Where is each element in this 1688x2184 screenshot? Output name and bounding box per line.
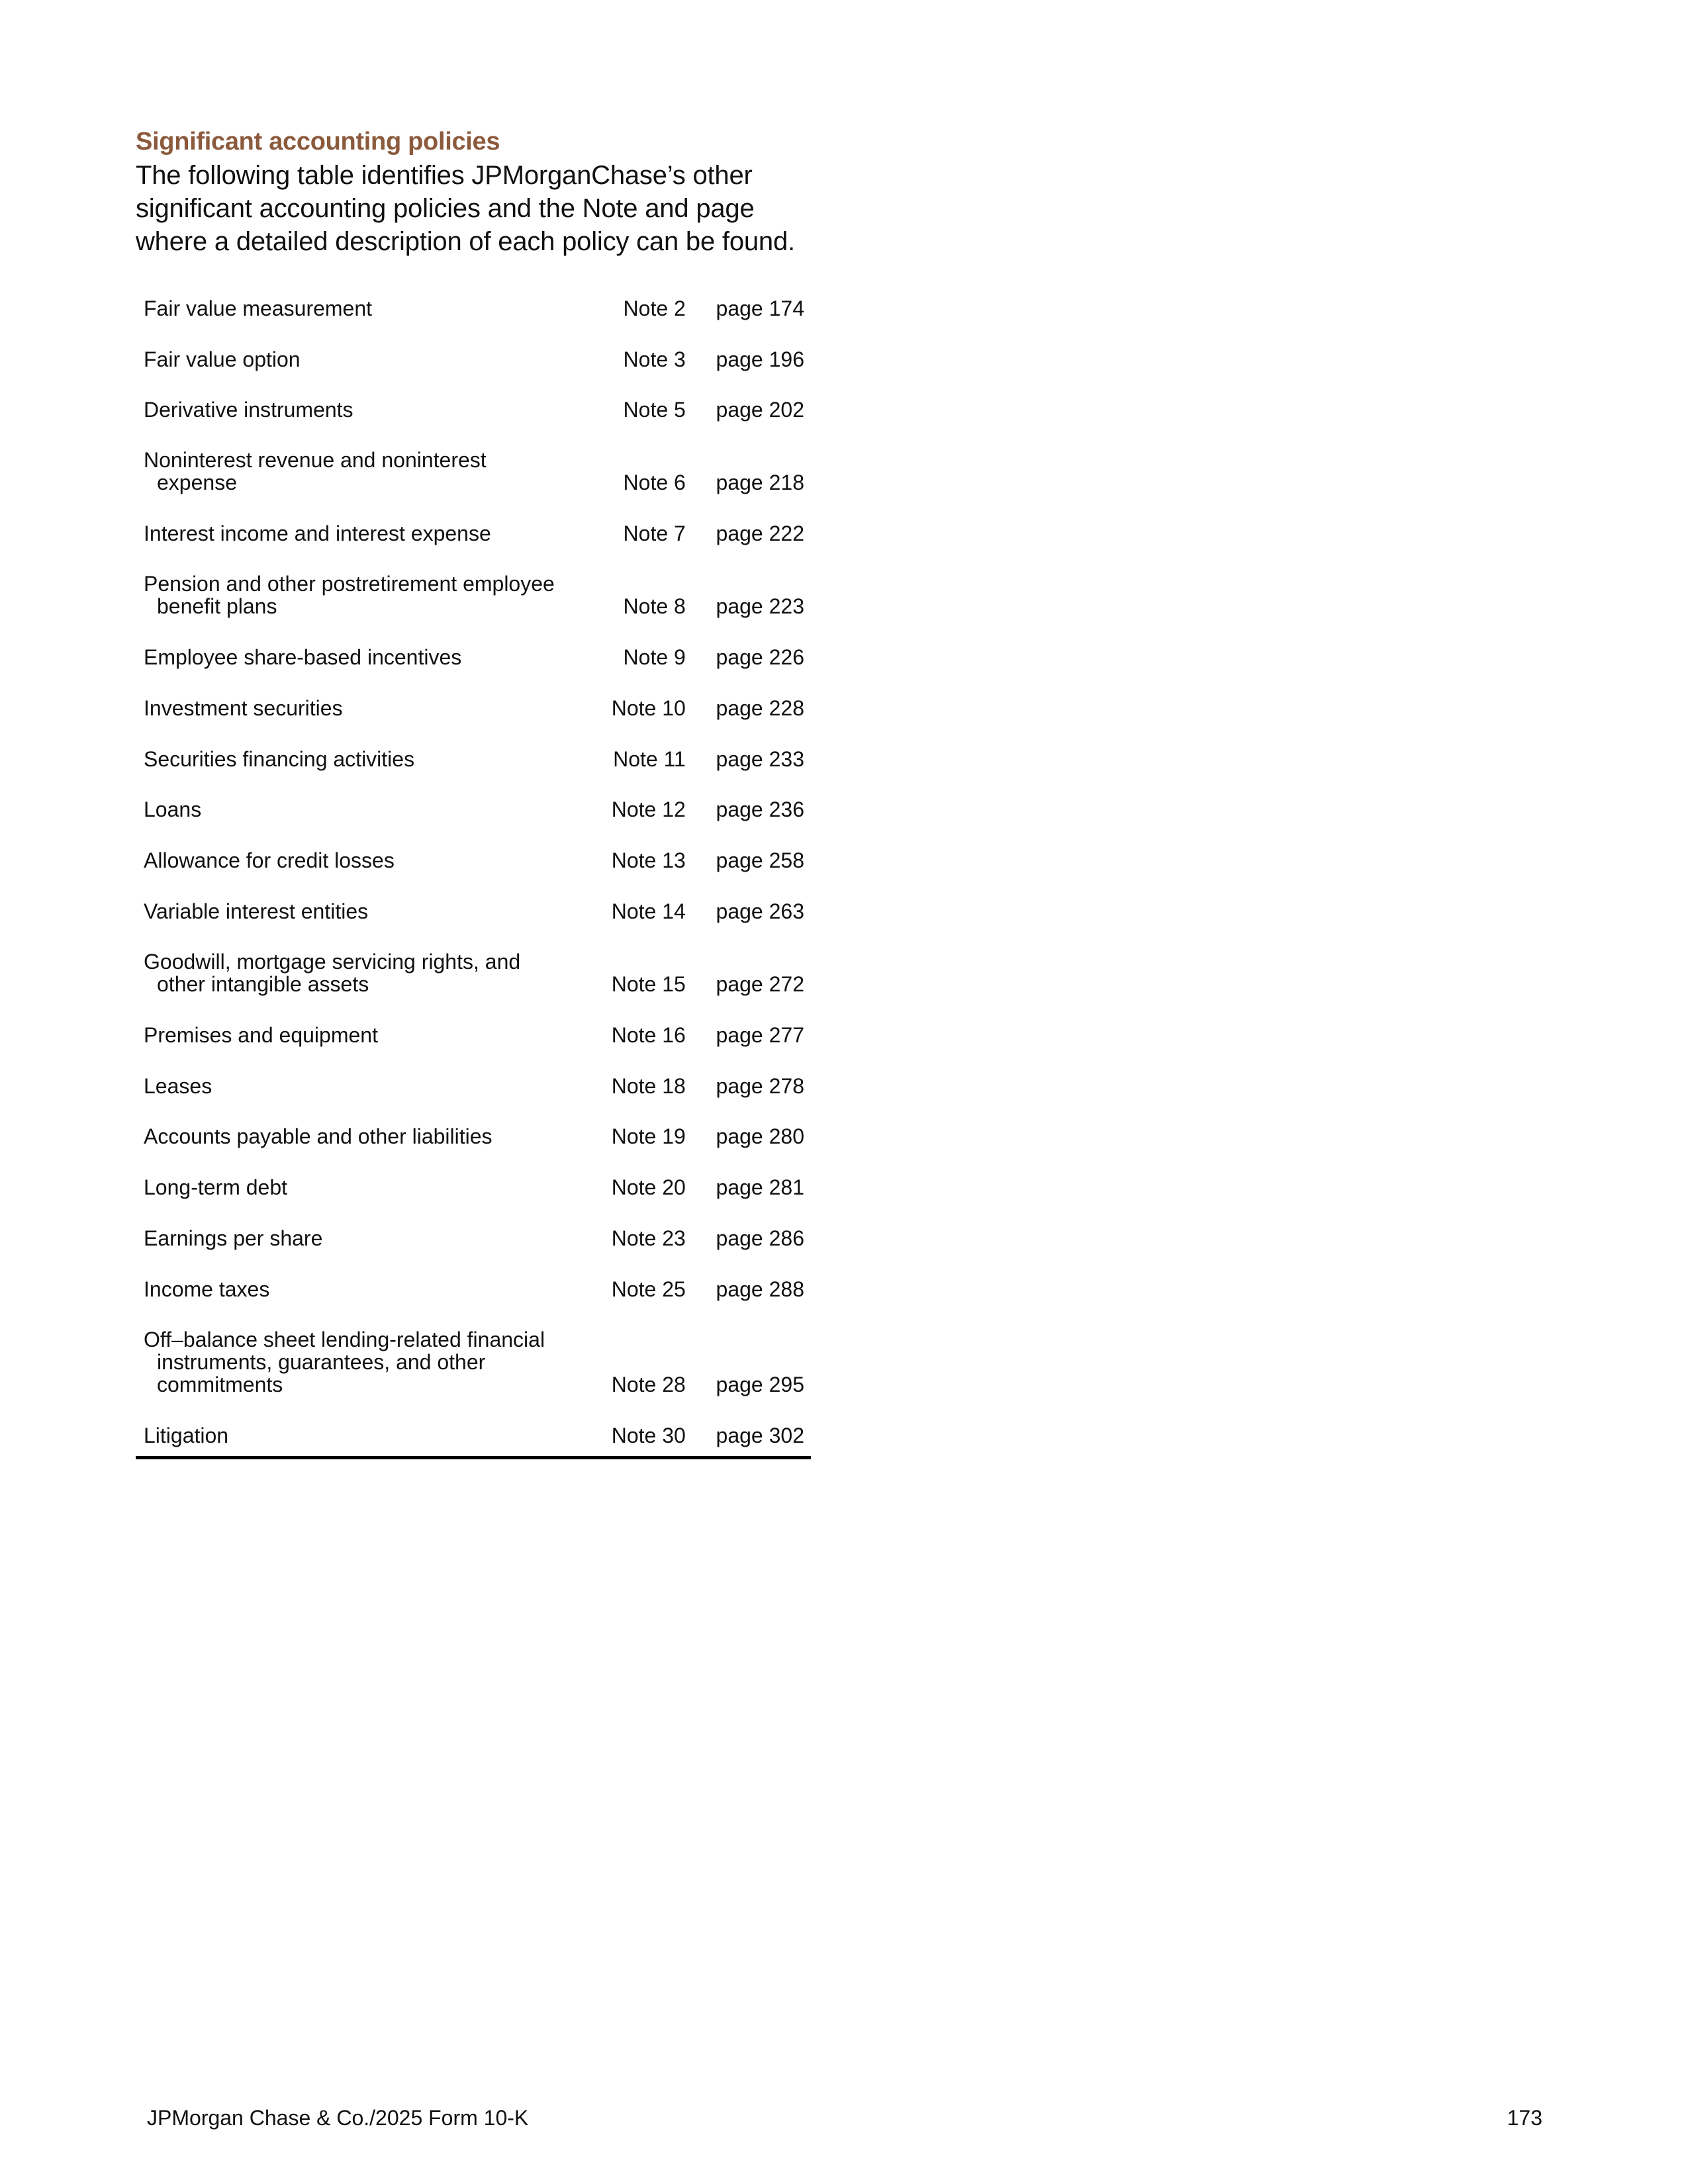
table-row bbox=[136, 1310, 811, 1405]
policy-note: Note 2 bbox=[623, 296, 686, 320]
policy-note: Note 14 bbox=[611, 899, 686, 923]
policy-note: Note 11 bbox=[613, 747, 686, 771]
policy-page: page 295 bbox=[716, 1372, 804, 1396]
footer-document-title: JPMorgan Chase & Co./2025 Form 10-K bbox=[147, 2106, 529, 2130]
section-title: Significant accounting policies bbox=[136, 128, 500, 156]
policy-page: page 202 bbox=[716, 398, 804, 422]
policy-name: Leases bbox=[144, 1073, 212, 1098]
table-row bbox=[136, 780, 811, 831]
footer-page-number: 173 bbox=[1507, 2106, 1542, 2130]
policy-name: Fair value option bbox=[144, 347, 301, 371]
table-row bbox=[136, 430, 811, 503]
policy-note: Note 3 bbox=[623, 347, 686, 371]
policies-table bbox=[136, 278, 811, 1459]
policy-note: Note 12 bbox=[611, 797, 686, 822]
policy-name: Interest income and interest expense bbox=[144, 522, 491, 546]
table-row bbox=[136, 1405, 811, 1457]
policy-page: page 258 bbox=[716, 848, 804, 873]
table-row bbox=[136, 627, 811, 678]
policy-note: Note 28 bbox=[611, 1372, 686, 1396]
policy-page: page 288 bbox=[716, 1277, 804, 1301]
accounting-policies-section bbox=[136, 126, 811, 1459]
table-row bbox=[136, 881, 811, 932]
policy-note: Note 7 bbox=[623, 522, 686, 546]
policy-name: Fair value measurement bbox=[144, 296, 373, 320]
policy-page: page 278 bbox=[716, 1073, 804, 1098]
policy-note: Note 9 bbox=[623, 645, 686, 669]
policy-name: Earnings per share bbox=[144, 1226, 323, 1250]
policy-note: Note 30 bbox=[611, 1423, 686, 1447]
policy-note: Note 10 bbox=[611, 696, 686, 720]
table-row bbox=[136, 380, 811, 431]
policy-page: page 281 bbox=[716, 1175, 804, 1200]
table-row bbox=[136, 1157, 811, 1208]
policy-page: page 196 bbox=[716, 347, 804, 371]
policy-page: page 236 bbox=[716, 797, 804, 822]
policy-note: Note 23 bbox=[611, 1226, 686, 1250]
policy-name: Litigation bbox=[144, 1423, 229, 1447]
table-row bbox=[136, 1107, 811, 1158]
policy-name: Investment securities bbox=[144, 696, 343, 720]
table-row bbox=[136, 830, 811, 881]
policy-name: Variable interest entities bbox=[144, 899, 369, 923]
section-intro: The following table identifies JPMorganChase’s other significant accounting policies and the Note and page where a detailed description of each policy can be found. bbox=[136, 161, 795, 256]
policy-name: Goodwill, mortgage servicing rights, and other intangible assets bbox=[144, 949, 521, 996]
policy-page: page 302 bbox=[716, 1423, 804, 1447]
policy-name: Accounts payable and other liabilities bbox=[144, 1124, 492, 1149]
table-row bbox=[136, 1056, 811, 1107]
policy-name: Derivative instruments bbox=[144, 398, 353, 422]
table-row bbox=[136, 554, 811, 627]
policy-page: page 218 bbox=[716, 471, 804, 495]
policy-name: Premises and equipment bbox=[144, 1023, 378, 1047]
table-row bbox=[136, 503, 811, 554]
policy-page: page 233 bbox=[716, 747, 804, 771]
policy-note: Note 20 bbox=[611, 1175, 686, 1200]
table-row bbox=[136, 278, 811, 329]
policy-page: page 277 bbox=[716, 1023, 804, 1047]
table-row bbox=[136, 729, 811, 780]
policy-name: Long-term debt bbox=[144, 1175, 288, 1200]
policy-page: page 286 bbox=[716, 1226, 804, 1250]
policy-note: Note 5 bbox=[623, 398, 686, 422]
policy-page: page 226 bbox=[716, 645, 804, 669]
table-row bbox=[136, 1259, 811, 1310]
policy-note: Note 6 bbox=[623, 471, 686, 495]
policy-page: page 223 bbox=[716, 594, 804, 619]
policy-note: Note 13 bbox=[611, 848, 686, 873]
policy-page: page 263 bbox=[716, 899, 804, 923]
policy-name: Noninterest revenue and noninterest expense bbox=[144, 448, 487, 495]
policy-name: Income taxes bbox=[144, 1277, 270, 1301]
policy-name: Off–balance sheet lending-related financial instruments, guarantees, and other commitments bbox=[144, 1327, 545, 1396]
table-row bbox=[136, 329, 811, 380]
policy-page: page 272 bbox=[716, 972, 804, 996]
policy-note: Note 16 bbox=[611, 1023, 686, 1047]
table-row bbox=[136, 932, 811, 1005]
policy-name: Pension and other postretirement employee benefit plans bbox=[144, 572, 555, 619]
policy-note: Note 8 bbox=[623, 594, 686, 619]
table-row bbox=[136, 1208, 811, 1259]
policy-page: page 280 bbox=[716, 1124, 804, 1149]
policy-page: page 222 bbox=[716, 522, 804, 546]
policy-name: Allowance for credit losses bbox=[144, 848, 395, 873]
table-row bbox=[136, 678, 811, 729]
policy-name: Securities financing activities bbox=[144, 747, 415, 771]
policy-page: page 174 bbox=[716, 296, 804, 320]
policy-note: Note 18 bbox=[611, 1073, 686, 1098]
policy-note: Note 19 bbox=[611, 1124, 686, 1149]
policy-name: Employee share-based incentives bbox=[144, 645, 462, 669]
policy-page: page 228 bbox=[716, 696, 804, 720]
policy-note: Note 15 bbox=[611, 972, 686, 996]
policy-note: Note 25 bbox=[611, 1277, 686, 1301]
policy-name: Loans bbox=[144, 797, 202, 822]
table-row bbox=[136, 1005, 811, 1056]
